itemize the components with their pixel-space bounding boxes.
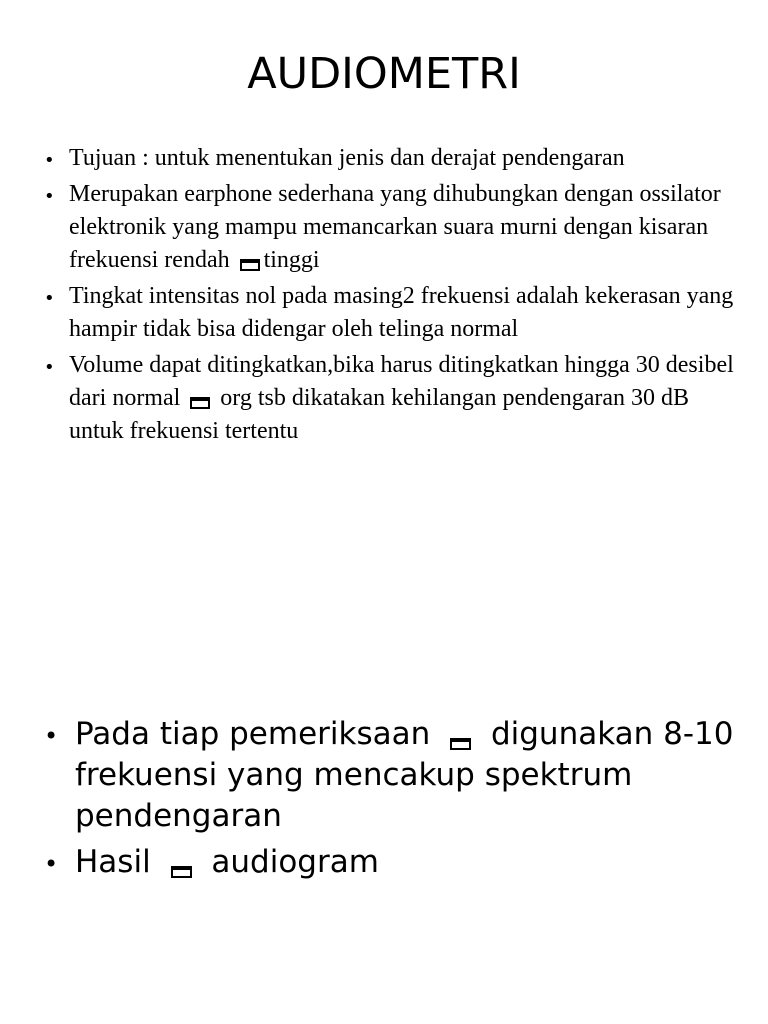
missing-glyph-icon xyxy=(240,259,260,271)
bottom-bullet-list xyxy=(0,714,740,888)
bullet-item-earphone xyxy=(0,178,740,277)
bullet-marker: • xyxy=(44,186,55,207)
bullet-marker: • xyxy=(44,357,55,378)
bullet-text: Pada tiap pemeriksaan xyxy=(75,716,441,752)
bullet-text-cont: digunakan 8-10 frekuensi yang mencakup spektrum pendengaran xyxy=(75,716,734,834)
bullet-marker: • xyxy=(44,150,55,171)
bullet-text: Volume dapat ditingkatkan,bika harus ditingkatkan hingga 30 desibel dari normal xyxy=(69,352,734,411)
missing-glyph-icon xyxy=(190,397,210,409)
bullet-text: Tujuan : untuk menentukan jenis dan derajat pendengaran xyxy=(69,145,625,171)
bullet-text-cont: tinggi xyxy=(263,247,320,273)
bullet-text: Tingkat intensitas nol pada masing2 frekuensi adalah kekerasan yang hampir tidak bisa didengar oleh telinga normal xyxy=(69,283,734,342)
bullet-item-examination xyxy=(0,714,740,837)
top-bullet-list xyxy=(0,142,740,451)
bullet-marker: • xyxy=(44,288,55,309)
bullet-item-purpose xyxy=(0,142,740,175)
bullet-item-intensity xyxy=(0,280,740,346)
bullet-item-volume xyxy=(0,349,740,448)
bullet-text-cont: org tsb dikatakan kehilangan pendengaran 30 dB untuk frekuensi tertentu xyxy=(69,385,690,444)
missing-glyph-icon xyxy=(450,738,471,750)
slide-title: AUDIOMETRI xyxy=(247,49,521,99)
bullet-text: Hasil xyxy=(75,844,161,880)
bullet-text-cont: audiogram xyxy=(201,844,379,880)
bullet-item-result xyxy=(0,842,740,883)
missing-glyph-icon xyxy=(171,866,192,878)
bullet-marker: • xyxy=(44,850,59,878)
bullet-marker: • xyxy=(44,722,59,750)
bullet-text: Merupakan earphone sederhana yang dihubungkan dengan ossilator elektronik yang mampu memancarkan suara murni dengan kisaran frekuensi rendah xyxy=(69,181,721,273)
